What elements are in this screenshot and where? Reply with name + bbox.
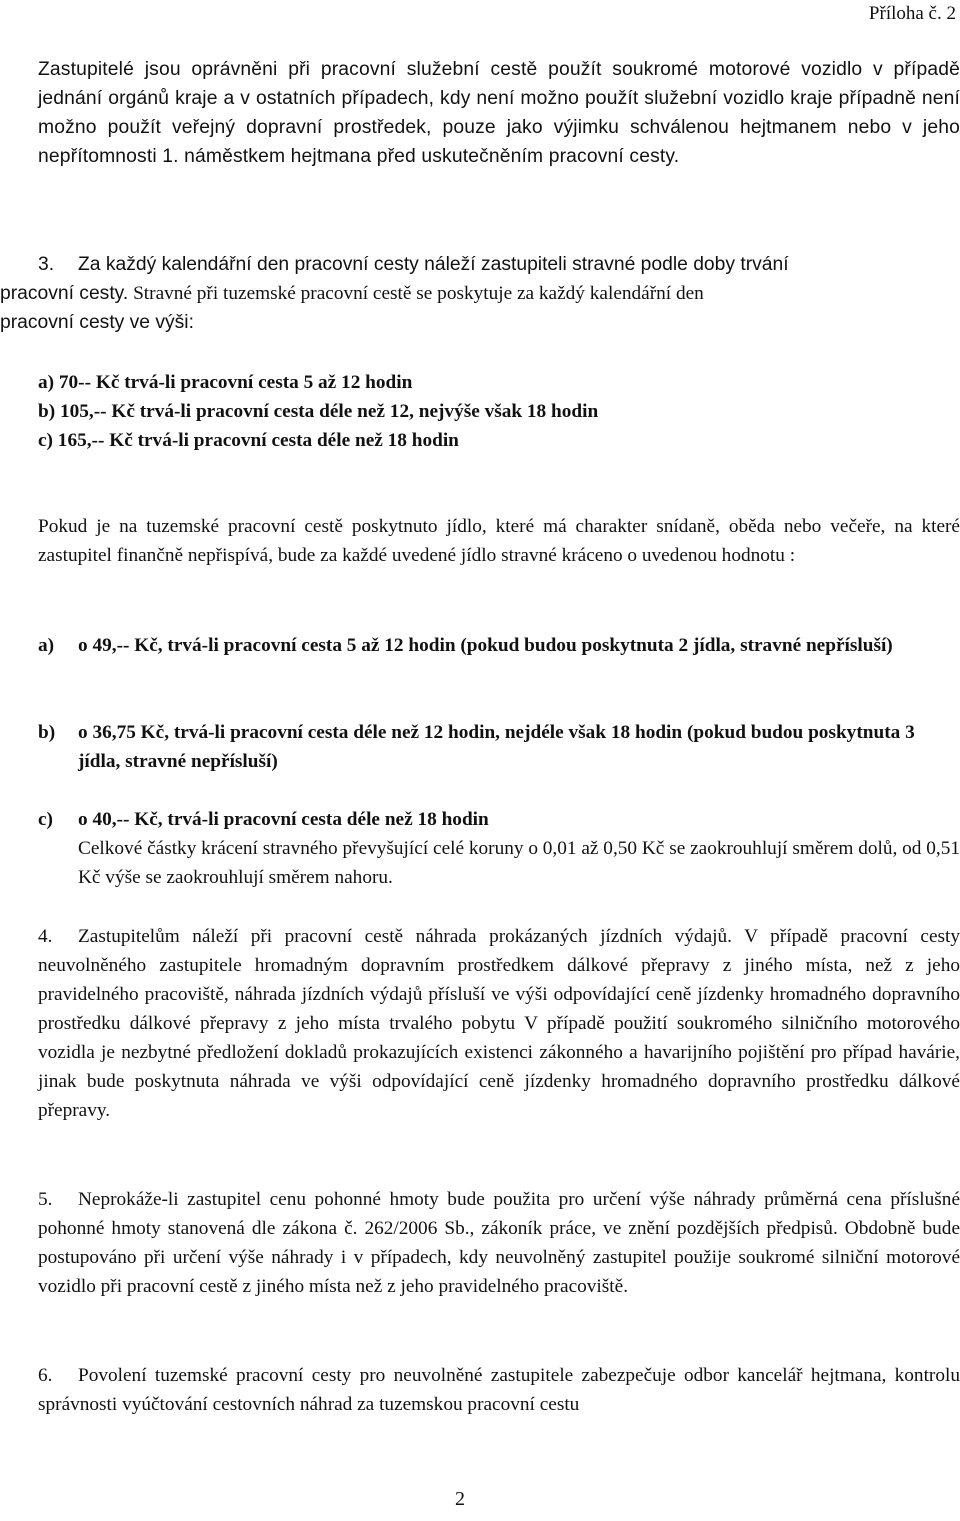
section-4 xyxy=(38,922,960,1125)
section-3-line-2 xyxy=(0,279,960,308)
intro-paragraph: Zastupitelé jsou oprávněni při pracovní služební cestě použít soukromé motorové vozidlo v případě jednání orgánů kraje a v ostatních případech, kdy není možno použít služební vozidlo kraje případně není možno použít veřejný dopravní prostředek, pouze jako výjimku schválenou hejtmanem nebo v jeho nepřítomnosti 1. náměstkem hejtmana před uskutečněním pracovní cesty. xyxy=(38,59,960,167)
section-3-line-2-rest: Stravné při tuzemské pracovní cestě se poskytuje za každý kalendářní den xyxy=(128,283,704,304)
meals-paragraph: Pokud je na tuzemské pracovní cestě poskytnuto jídlo, které má charakter snídaně, oběda nebo večeře, na které zastupitel finančně nepřispívá, bude za každé uvedené jídlo stravné kráceno o uvedenou hodnotu : xyxy=(38,516,960,566)
reduction-a-marker: a) xyxy=(38,635,55,656)
section-5-text: Neprokáže-li zastupitel cenu pohonné hmoty bude použita pro určení výše náhrady průměrná cena příslušné pohonné hmoty stanovená dle zákona č. 262/2006 Sb., zákoník práce, ve znění pozdějších předpisů. Obdobně bude postupováno při určení výše náhrady i v případech, kdy neuvolněný zastupitel použije soukromé silniční motorové vozidlo při pracovní cestě z jiného místa než z jeho pravidelného pracoviště. xyxy=(38,1189,960,1297)
rounding-note: Celkové částky krácení stravného převyšující celé koruny o 0,01 až 0,50 Kč se zaokrouhlují směrem dolů, od 0,51 Kč výše se zaokrouhlují směrem nahoru. xyxy=(78,838,960,888)
section-6 xyxy=(38,1361,960,1419)
section-6-text: Povolení tuzemské pracovní cesty pro neuvolněné zastupitele zabezpečuje odbor kancelář hejtmana, kontrolu správnosti vyúčtování cestovních náhrad za tuzemskou pracovní cestu xyxy=(38,1365,960,1415)
reduction-b-marker: b) xyxy=(38,722,56,743)
section-3 xyxy=(0,250,960,337)
rate-a: a) 70-- Kč trvá-li pracovní cesta 5 až 12 hodin xyxy=(38,372,413,393)
section-5 xyxy=(38,1185,960,1301)
rate-b: b) 105,-- Kč trvá-li pracovní cesta déle než 12, nejvýše však 18 hodin xyxy=(38,401,599,422)
section-6-number: 6. xyxy=(38,1365,53,1386)
section-4-text: Zastupitelům náleží při pracovní cestě náhrada prokázaných jízdních výdajů. V případě pracovní cesty neuvolněného zastupitele hromadným dopravním prostředkem dálkové přepravy z jiného místa, než z jeho pravidelného pracoviště, náhrada jízdních výdajů přísluší ve výši odpovídající ceně jízdenky hromadného dopravního prostředku dálkové přepravy z jeho místa trvalého pobytu V případě použití soukromého silničního motorového vozidla je nezbytné předložení dokladů prokazujících existenci zákonného a havarijního pojištění pro případ havárie, jinak bude poskytnuta náhrada ve výši odpovídající ceně jízdenky hromadného dopravního prostředku dálkové přepravy. xyxy=(38,926,960,1121)
reduction-c-text: o 40,-- Kč, trvá-li pracovní cesta déle než 18 hodin xyxy=(78,809,489,830)
section-3-line-2-start: pracovní cesty. xyxy=(0,283,129,304)
section-3-number: 3. xyxy=(38,254,55,275)
stravne-rates-list xyxy=(38,368,960,455)
rate-c: c) 165,-- Kč trvá-li pracovní cesta déle než 18 hodin xyxy=(38,430,459,451)
reduction-b xyxy=(38,718,960,776)
section-4-number: 4. xyxy=(38,926,53,947)
reduction-a-text: o 49,-- Kč, trvá-li pracovní cesta 5 až 12 hodin (pokud budou poskytnuta 2 jídla, stravné nepřísluší) xyxy=(78,635,893,656)
reduction-c xyxy=(38,805,960,892)
reduction-c-marker: c) xyxy=(38,809,53,830)
reduction-b-text: o 36,75 Kč, trvá-li pracovní cesta déle než 12 hodin, nejdéle však 18 hodin (pokud budou poskytnuta 3 jídla, stravné nepřísluší) xyxy=(78,722,915,772)
page-number: 2 xyxy=(455,1488,465,1510)
section-5-number: 5. xyxy=(38,1189,53,1210)
section-3-line-3: pracovní cesty ve výši: xyxy=(0,312,194,333)
section-3-line-1: Za každý kalendářní den pracovní cesty náleží zastupiteli stravné podle doby trvání xyxy=(78,254,789,275)
reduction-a xyxy=(38,631,960,660)
annex-label: Příloha č. 2 xyxy=(868,3,956,24)
